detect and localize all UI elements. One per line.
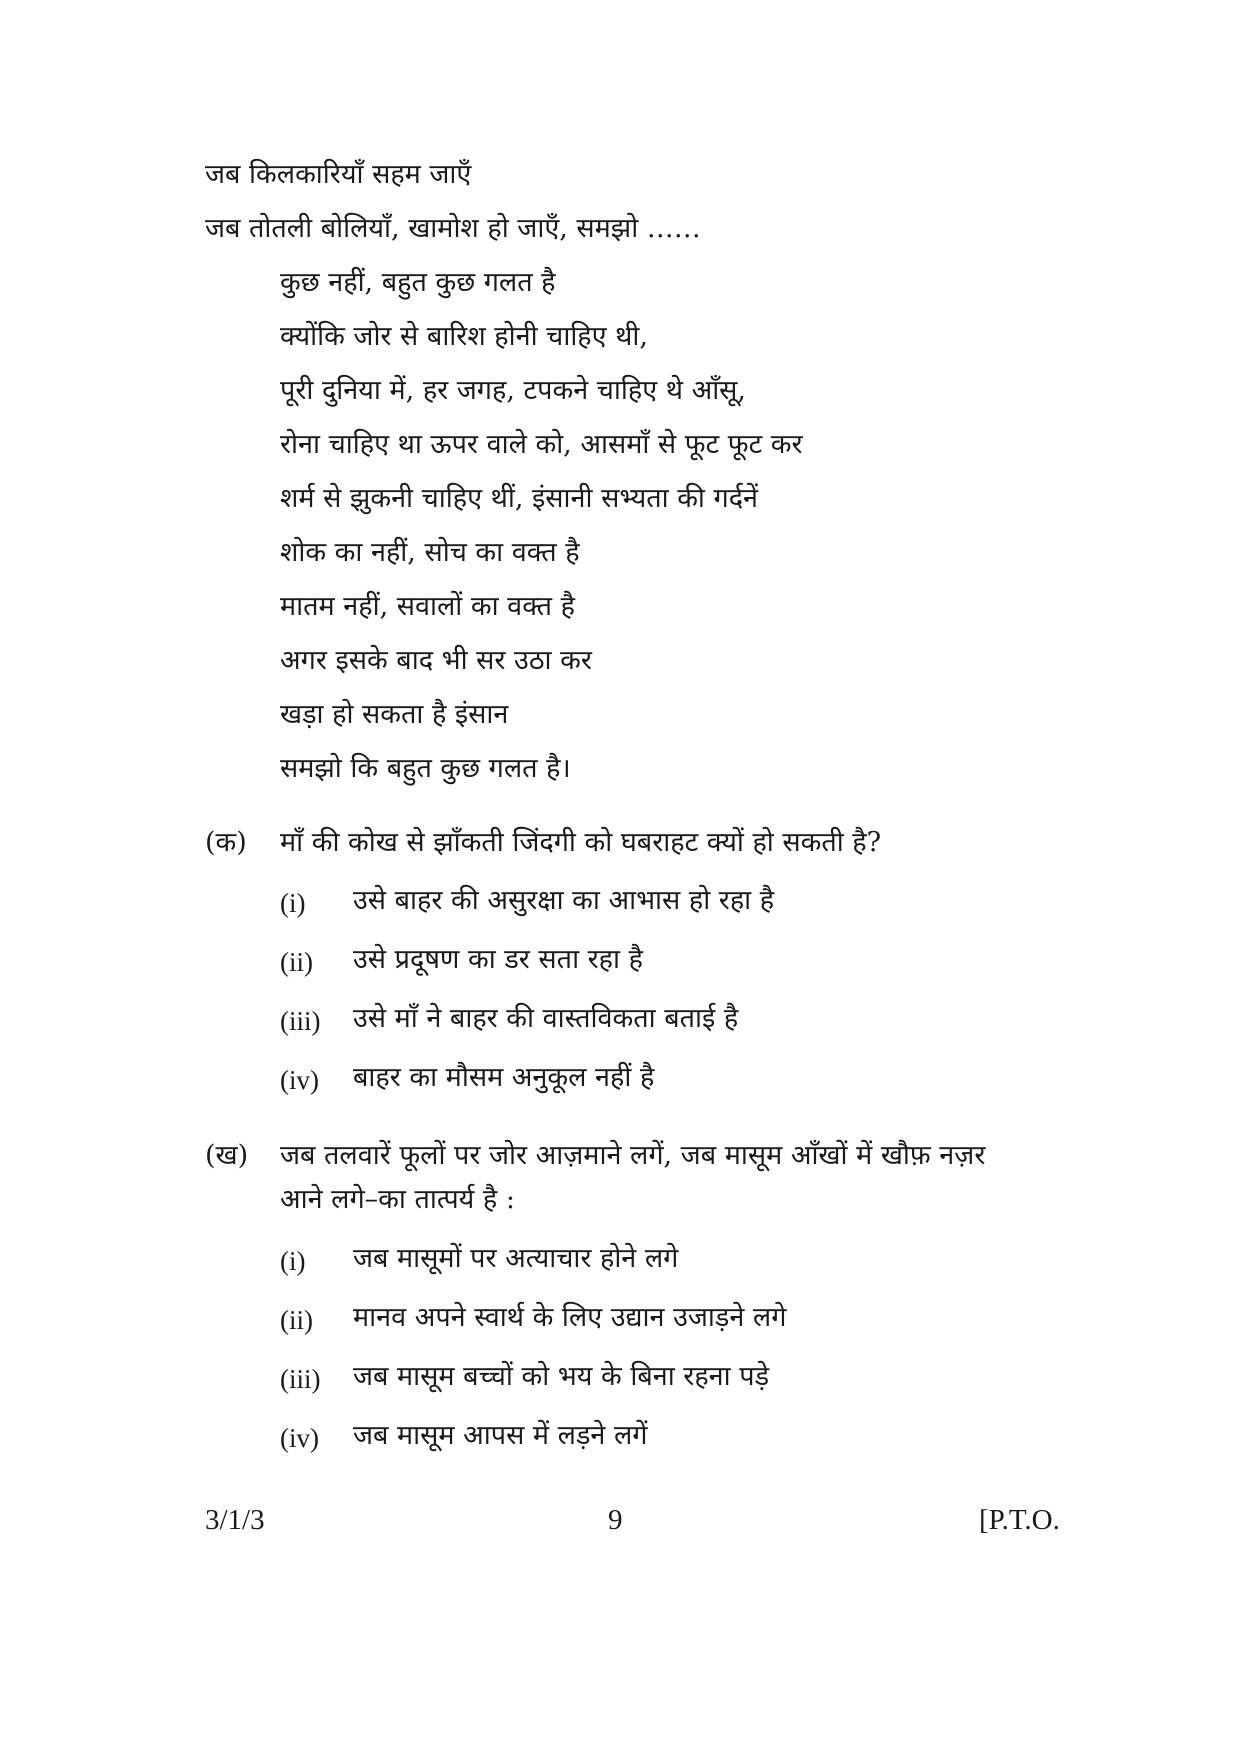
option-text: उसे माँ ने बाहर की वास्तविकता बताई है — [353, 1003, 739, 1034]
poem-line: कुछ नहीं, बहुत कुछ गलत है — [280, 267, 556, 298]
option-number: (ii) — [280, 947, 313, 977]
poem-line: खड़ा हो सकता है इंसान — [280, 699, 509, 730]
option-text: जब मासूम बच्चों को भय के बिना रहना पड़े — [353, 1361, 770, 1392]
page-number: 9 — [608, 1504, 623, 1536]
option-text: उसे प्रदूषण का डर सता रहा है — [353, 944, 643, 975]
question-text: माँ की कोख से झाँकती जिंदगी को घबराहट क्यों हो सकती है? — [280, 827, 882, 858]
option-text: उसे बाहर की असुरक्षा का आभास हो रहा है — [353, 885, 775, 916]
poem-line: मातम नहीं, सवालों का वक्त है — [280, 591, 575, 622]
option-text: मानव अपने स्वार्थ के लिए उद्यान उजाड़ने लगे — [353, 1302, 787, 1333]
poem-line: क्योंकि जोर से बारिश होनी चाहिए थी, — [280, 321, 648, 352]
question-label: (क) — [205, 827, 247, 858]
poem-line: पूरी दुनिया में, हर जगह, टपकने चाहिए थे आँसू, — [280, 375, 747, 406]
paper-code: 3/1/3 — [205, 1504, 265, 1536]
option-number: (iv) — [280, 1423, 319, 1453]
poem-line: अगर इसके बाद भी सर उठा कर — [280, 645, 592, 676]
option-number: (ii) — [280, 1305, 313, 1335]
option-text: जब मासूम आपस में लड़ने लगें — [353, 1420, 648, 1451]
option-number: (iii) — [280, 1006, 321, 1036]
poem-line: रोना चाहिए था ऊपर वाले को, आसमाँ से फूट फूट कर — [280, 429, 803, 460]
option-number: (i) — [280, 888, 306, 918]
option-number: (iv) — [280, 1065, 319, 1095]
poem-line: जब तोतली बोलियाँ, खामोश हो जाएँ, समझो …… — [205, 213, 701, 244]
option-text: जब मासूमों पर अत्याचार होने लगे — [353, 1243, 679, 1274]
poem-line: शोक का नहीं, सोच का वक्त है — [280, 537, 580, 568]
poem-line: शर्म से झुकनी चाहिए थीं, इंसानी सभ्यता की गर्दनें — [280, 483, 759, 514]
poem-line: जब किलकारियाँ सहम जाएँ — [205, 159, 472, 190]
question-text: जब तलवारें फूलों पर जोर आज़माने लगें, जब मासूम आँखों में खौफ़ नज़र आने लगे–का तात्पर्य है : — [280, 1140, 986, 1215]
question-label: (ख) — [205, 1140, 249, 1171]
pto-marker: [P.T.O. — [979, 1504, 1060, 1536]
option-number: (iii) — [280, 1364, 321, 1394]
option-number: (i) — [280, 1246, 306, 1276]
poem-line: समझो कि बहुत कुछ गलत है। — [280, 753, 571, 784]
option-text: बाहर का मौसम अनुकूल नहीं है — [353, 1062, 655, 1093]
